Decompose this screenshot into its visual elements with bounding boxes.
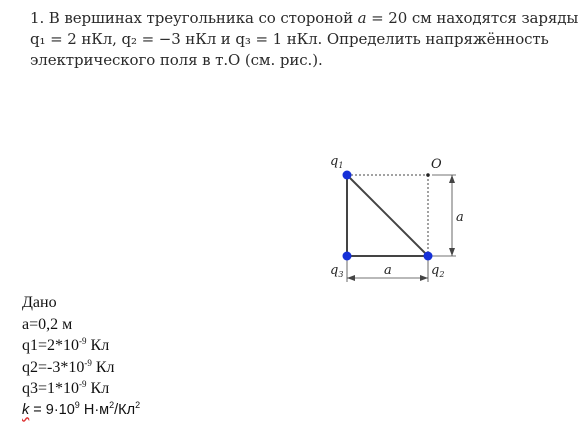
given-k-unit: Н·м — [79, 401, 110, 418]
given-a: a=0,2 м — [22, 315, 73, 333]
dim-arrow-down — [449, 248, 455, 256]
given-q1-unit: Кл — [86, 337, 110, 354]
given-q1-exponent: -9 — [79, 336, 87, 346]
given-q2 — [22, 357, 140, 379]
problem-line-1-tail: = 20 см находятся заряды — [366, 9, 579, 27]
given-k-value: = 9·10 — [29, 401, 75, 418]
given-q2-unit: Кл — [91, 358, 115, 376]
charge-q3-dot — [343, 252, 352, 261]
label-a-side: a — [456, 210, 464, 225]
triangle-figure — [318, 150, 478, 290]
side-variable: a — [357, 9, 367, 27]
charge-q2-dot — [424, 252, 433, 261]
problem-line-3: электрического поля в т.О (см. рис.). — [30, 51, 323, 69]
charge-q1-dot — [343, 171, 352, 180]
given-q2-exponent: -9 — [84, 357, 92, 368]
dim-arrow-up — [449, 175, 455, 183]
given-k-symbol: k — [22, 401, 30, 418]
label-a-bottom: a — [384, 263, 392, 278]
given-q3-unit: Кл — [86, 380, 110, 397]
given-q3-exponent: -9 — [79, 379, 87, 389]
problem-line-2: q₁ = 2 нКл, q₂ = −3 нКл и q₃ = 1 нКл. Определить напряжённость — [30, 30, 549, 48]
given-block — [22, 292, 140, 421]
point-O-dot — [426, 173, 430, 177]
given-k-unit-tail: /Кл — [114, 401, 136, 418]
label-O: O — [431, 157, 442, 172]
given-k-exponent: 9 — [74, 399, 80, 410]
given-q3 — [22, 378, 140, 400]
dim-arrow-left — [347, 275, 355, 281]
given-q3-value: q3=1*10 — [22, 380, 80, 397]
label-q1: $q_1$ — [330, 154, 344, 170]
problem-line-1 — [30, 8, 582, 29]
given-k-unit-exponent: 2 — [109, 399, 115, 410]
label-q3: $q_3$ — [330, 263, 344, 279]
problem-line-1-text: 1. В вершинах треугольника со стороной — [30, 9, 358, 27]
given-q1-value: q1=2*10 — [22, 337, 80, 354]
given-q2-value: q2=-3*10 — [22, 358, 85, 376]
given-q1 — [22, 335, 140, 357]
label-q2: $q_2$ — [431, 263, 445, 279]
problem-statement — [30, 8, 582, 71]
given-heading: Дано — [22, 294, 57, 311]
given-k-unit-tail-exponent: 2 — [135, 399, 141, 410]
dim-arrow-right — [420, 275, 428, 281]
side-q1-q2 — [347, 175, 428, 256]
given-k — [22, 400, 140, 422]
